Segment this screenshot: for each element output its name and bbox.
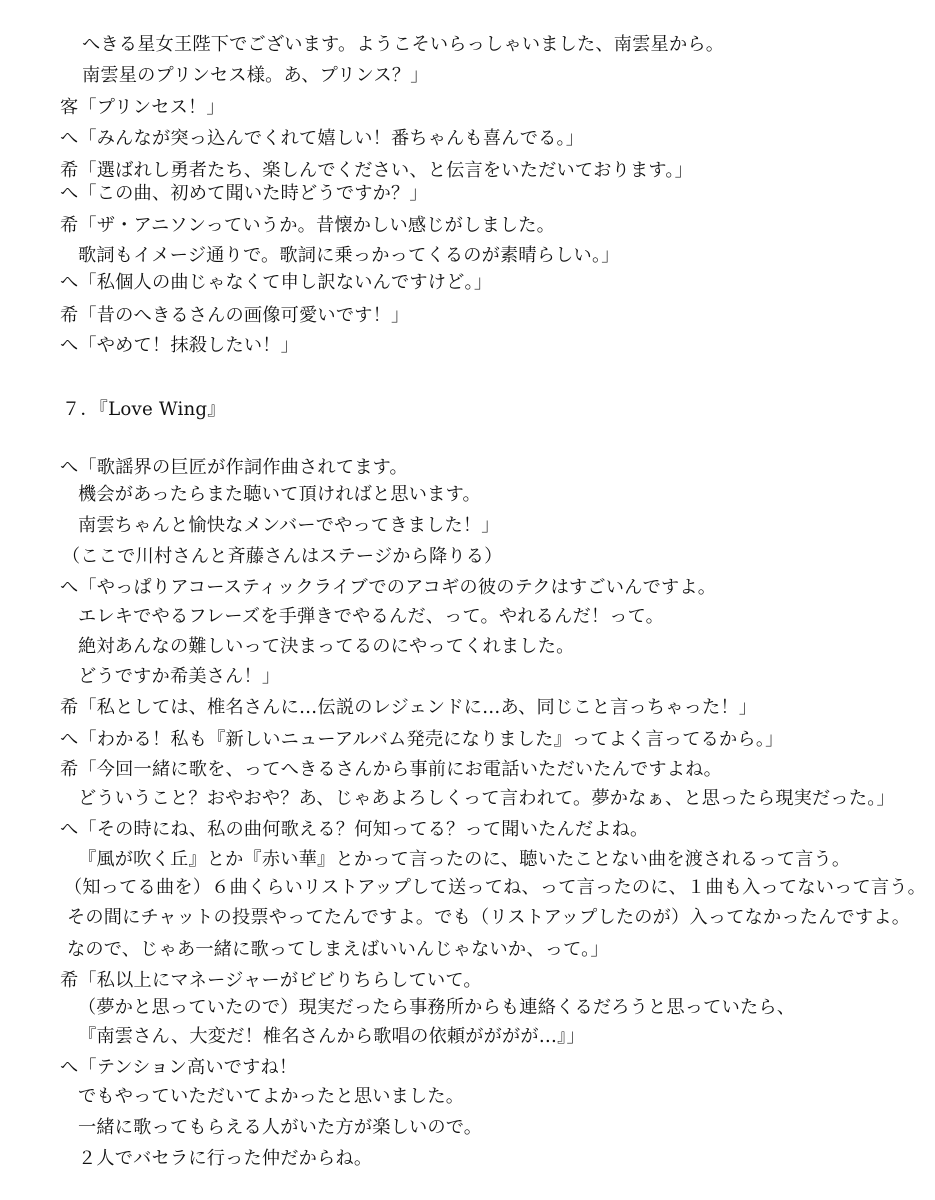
transcript-line: その間にチャットの投票やってたんですよ。でも（リストアップしたのが）入ってなかったんですよ。 bbox=[67, 907, 911, 928]
transcript-line: 歌詞もイメージ通りで。歌詞に乗っかってくるのが素晴らしい。」 bbox=[78, 245, 620, 266]
transcript-line: 希「ザ・アニソンっていうか。昔懐かしい感じがしました。 bbox=[60, 215, 556, 236]
transcript-line: 希「今回一緒に歌を、ってへきるさんから事前にお電話いただいたんですよね。 bbox=[60, 759, 722, 780]
transcript-line: へ「みんなが突っ込んでくれて嬉しい！番ちゃんも喜んでる。」 bbox=[60, 128, 585, 149]
transcript-line: （知ってる曲を）６曲くらいリストアップして送ってね、って言ったのに、１曲も入ってないって言う。 bbox=[64, 877, 927, 898]
transcript-line: 『南雲さん、大変だ！椎名さんから歌唱の依頼がががが…』」 bbox=[78, 1026, 585, 1047]
transcript-line: でもやっていただいてよかったと思いました。 bbox=[78, 1086, 465, 1107]
transcript-line: どういうこと？おやおや？あ、じゃあよろしくって言われて。夢かなぁ、と思ったら現実だった。」 bbox=[78, 788, 895, 809]
transcript-line: 機会があったらまた聴いて頂ければと思います。 bbox=[78, 484, 481, 505]
transcript-line: へ「わかる！私も『新しいニューアルバム発売になりました』ってよく言ってるから。」 bbox=[60, 729, 784, 750]
transcript-line: へ「その時にね、私の曲何歌える？何知ってる？って聞いたんだよね。 bbox=[60, 819, 649, 840]
transcript-line: 南雲ちゃんと愉快なメンバーでやってきました！」 bbox=[78, 515, 500, 536]
transcript-line: へきる星女王陛下でございます。ようこそいらっしゃいました、南雲星から。 bbox=[82, 34, 725, 55]
transcript-line: 絶対あんなの難しいって決まってるのにやってくれました。 bbox=[78, 636, 575, 657]
transcript-line: へ「やめて！抹殺したい！」 bbox=[60, 335, 300, 356]
transcript-line: （夢かと思っていたので）現実だったら事務所からも連絡くるだろうと思っていたら、 bbox=[78, 997, 796, 1018]
section-heading: ７．『Love Wing』 bbox=[62, 399, 226, 420]
transcript-line: 希「私としては、椎名さんに…伝説のレジェンドに…あ、同じこと言っちゃった！」 bbox=[60, 697, 758, 718]
transcript-line: へ「テンション高いですね！ bbox=[60, 1057, 298, 1078]
transcript-line: へ「私個人の曲じゃなくて申し訳ないんですけど。」 bbox=[60, 272, 493, 293]
transcript-line: 客「プリンセス！」 bbox=[60, 97, 225, 118]
transcript-line: エレキでやるフレーズを手弾きでやるんだ、って。やれるんだ！って。 bbox=[78, 606, 665, 627]
transcript-line: どうですか希美さん！」 bbox=[78, 666, 281, 687]
transcript-line: 南雲星のプリンセス様。あ、プリンス？」 bbox=[82, 65, 429, 86]
transcript-line: 『風が吹く丘』とか『赤い華』とかって言ったのに、聴いたことない曲を渡されるって言う。 bbox=[78, 849, 851, 870]
transcript-line: 一緒に歌ってもらえる人がいた方が楽しいので。 bbox=[78, 1117, 483, 1138]
transcript-line: なので、じゃあ一緒に歌ってしまえばいいんじゃないか、って。」 bbox=[67, 939, 609, 960]
stage-direction: （ここで川村さんと斉藤さんはステージから降りる） bbox=[62, 546, 503, 567]
transcript-line: ２人でバセラに行った仲だからね。 bbox=[78, 1148, 373, 1169]
transcript-line: へ「歌謡界の巨匠が作詞作曲されてます。 bbox=[60, 457, 408, 478]
transcript-line: 希「私以上にマネージャーがビビりちらしていて。 bbox=[60, 970, 482, 991]
transcript-line: 希「選ばれし勇者たち、楽しんでください、と伝言をいただいております。」 bbox=[60, 160, 694, 181]
transcript-line: へ「この曲、初めて聞いた時どうですか？」 bbox=[60, 183, 428, 204]
transcript-line: へ「やっぱりアコースティックライブでのアコギの彼のテクはすごいんですよ。 bbox=[60, 577, 717, 598]
transcript-line: 希「昔のへきるさんの画像可愛いです！」 bbox=[60, 305, 410, 326]
